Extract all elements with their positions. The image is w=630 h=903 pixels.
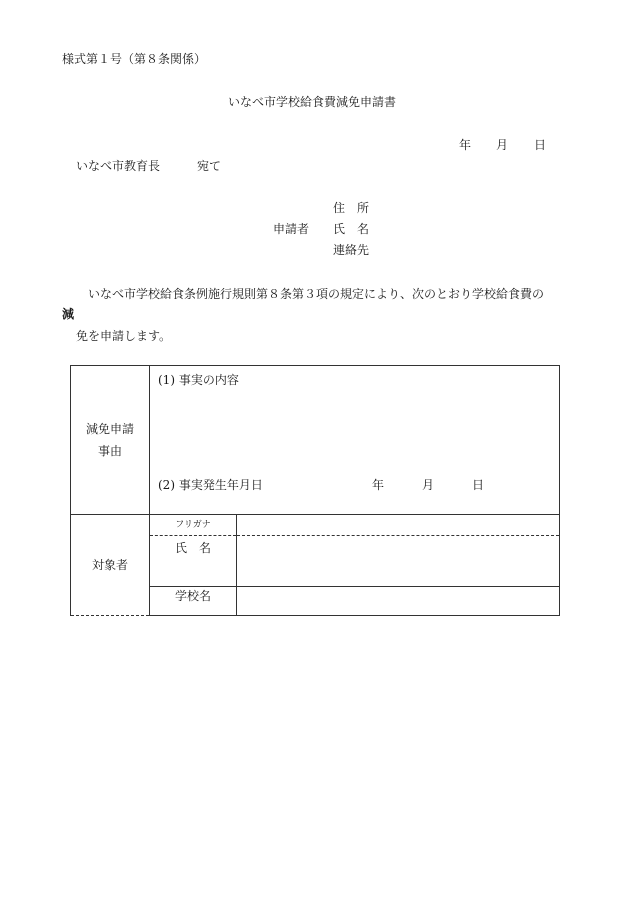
reason-row — [71, 366, 560, 515]
body-line-2: 減 — [62, 307, 75, 321]
target-label: 対象者 — [91, 558, 128, 572]
reason-content-cell[interactable] — [150, 366, 560, 515]
furigana-label: フリガナ — [150, 515, 237, 536]
name-input-cell[interactable] — [237, 536, 560, 587]
reason-item-2 — [158, 476, 484, 493]
applicant-address-label: 住 所 — [333, 201, 370, 215]
applicant-label: 申請者 — [273, 222, 310, 236]
furigana-row — [71, 515, 560, 536]
body-line-1: いなべ市学校給食条例施行規則第８条第３項の規定により、次のとおり学校給食費の — [88, 287, 545, 301]
date-year-label: 年 — [459, 138, 472, 152]
reason-item-2-day: 日 — [472, 478, 485, 492]
applicant-name-label: 氏 名 — [333, 222, 370, 236]
addressee-name: いなべ市教育長 — [76, 159, 161, 173]
reason-item-2-year: 年 — [372, 478, 385, 492]
name-label: 氏 名 — [150, 536, 237, 587]
reason-item-2-label: (2) 事実発生年月日 — [158, 478, 263, 492]
target-label-cell — [71, 515, 150, 616]
date-day-label: 日 — [534, 138, 547, 152]
applicant-contact-label: 連絡先 — [333, 243, 370, 257]
reason-label-line-1: 減免申請 — [85, 422, 134, 436]
reason-item-2-month: 月 — [422, 478, 435, 492]
body-line-3: 免を申請します。 — [76, 329, 172, 343]
furigana-input-cell[interactable] — [237, 515, 560, 536]
application-table — [70, 365, 560, 616]
school-label: 学校名 — [150, 587, 237, 616]
form-number: 様式第１号（第８条関係） — [62, 52, 207, 66]
reason-label-cell — [71, 366, 150, 515]
reason-label-line-2: 事由 — [97, 444, 122, 458]
date-month-label: 月 — [496, 138, 509, 152]
school-input-cell[interactable] — [237, 587, 560, 616]
page-title: いなべ市学校給食費減免申請書 — [228, 95, 397, 109]
reason-item-1: (1) 事実の内容 — [158, 373, 239, 387]
addressee-suffix: 宛て — [197, 159, 222, 173]
